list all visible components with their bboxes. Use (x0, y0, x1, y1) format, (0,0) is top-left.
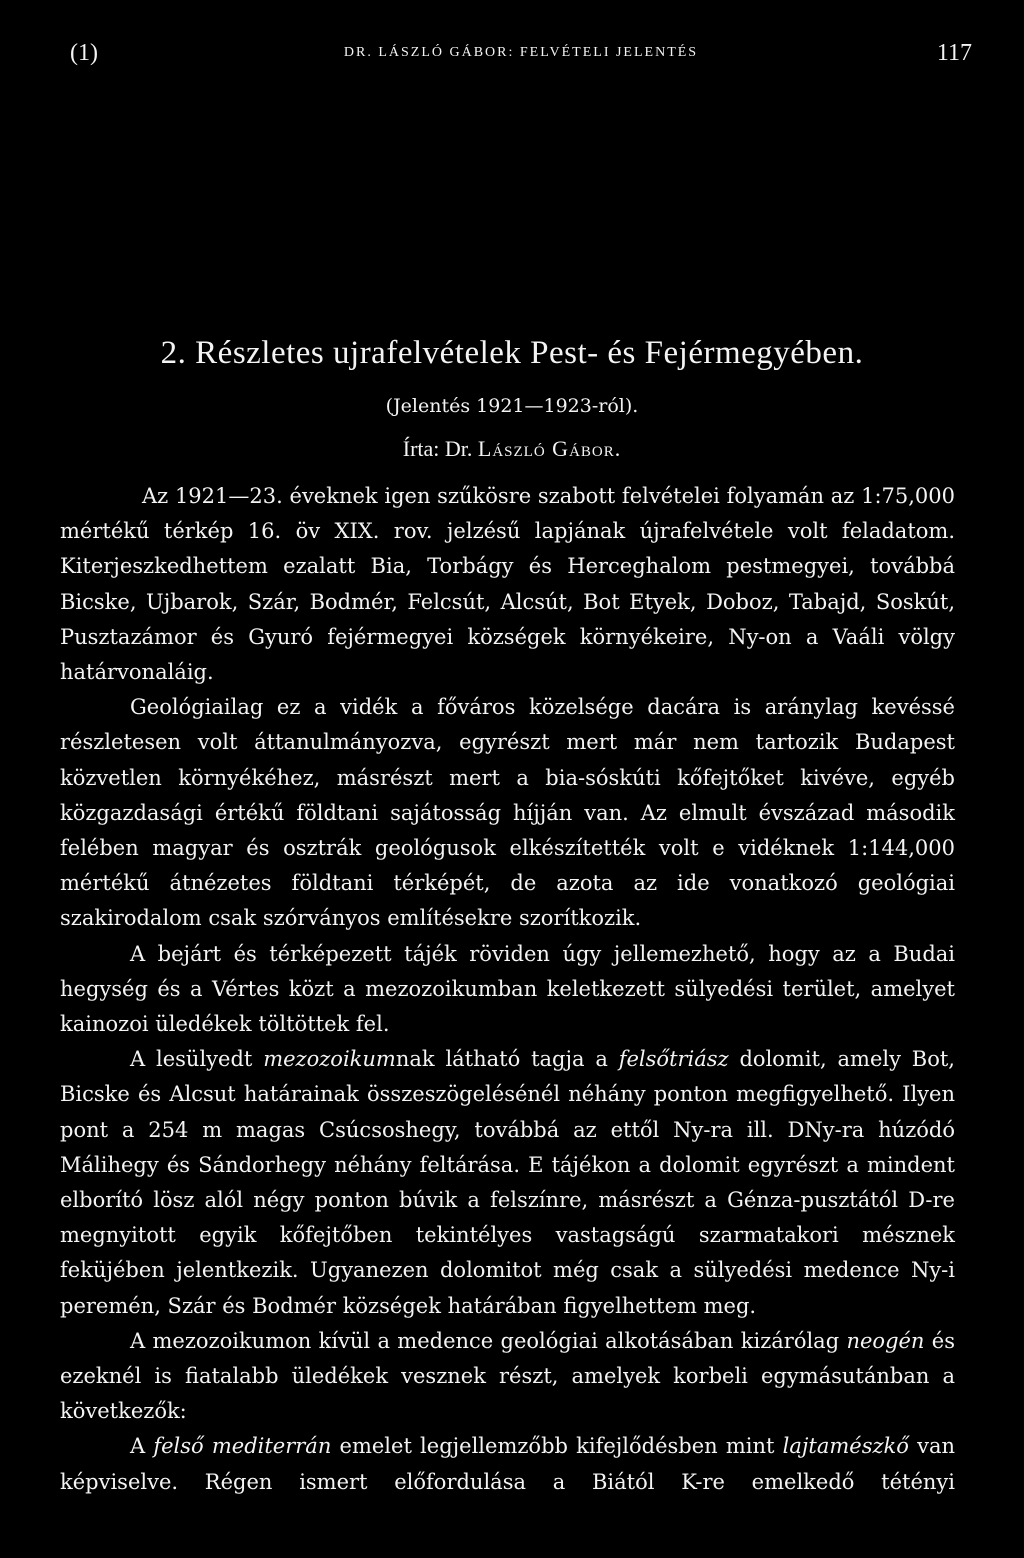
paragraph-text: A (130, 1434, 154, 1459)
paragraph-text: van képviselve. Régen ismert előfordulása a Biától K-re emelkedő tétényi (60, 1434, 955, 1494)
paragraph (60, 1324, 955, 1430)
paragraph (60, 937, 955, 1043)
paragraph-text: nak látható tagja a (395, 1047, 619, 1072)
italic-term: neogén (846, 1328, 925, 1353)
header-section-number: (1) (70, 40, 98, 66)
author-prefix: Írta: Dr. (402, 436, 473, 461)
header-running-title: DR. LÁSZLÓ GÁBOR: FELVÉTELI JELENTÉS (343, 45, 699, 60)
paragraph-text: és ezeknél is fiatalabb üledékek vesznek részt, amelyek korbeli egymásutánban a következők: (60, 1328, 955, 1424)
paragraph (60, 1429, 955, 1499)
running-header (70, 40, 972, 76)
author-name: László Gábor. (477, 436, 622, 461)
paragraph-text: A mezozoikumon kívül a medence geológiai alkotásában kizárólag (130, 1328, 847, 1353)
italic-term: felső mediterrán (153, 1434, 332, 1459)
paragraph-text: dolomit, amely Bot, Bicske és Alcsut határainak összeszögelésénél néhány ponton megfigyelhető. Ilyen pont a 254 m magas Csúcsoshegy, továbbá az ettől Ny-ra ill. DNy-ra húzódó Málihegy és Sándorhegy néhány feltárása. E tájékon a dolomit egyrészt a mindent elborító lösz alól négy ponton búvik a felszínre, másrészt a Génza-pusztától D-re megnyitott egyik kőfejtőben tekintélyes vastagságú szarmatakori mésznek feküjében jelentkezik. Ugyanezen dolomitot még csak a sülyedési medence Ny-i peremén, Szár és Bodmér községek határában figyelhettem meg. (60, 1047, 955, 1318)
paragraph (60, 479, 955, 690)
paragraph-text: Geológiailag ez a vidék a főváros közelsége dacára is aránylag kevéssé részletesen volt áttanulmányozva, egyrészt mert már nem tartozik Budapest közvetlen környékéhez, másrészt mert a bia-sóskúti kőfejtőket kivéve, egyéb közgazdasági értékű földtani sajátosság híjján van. Az elmult évszázad második felében magyar és osztrák geológusok elkészítették volt e vidéknek 1:144,000 mértékű átnézetes földtani térképét, de azota az ide vonatkozó geológiai szakirodalom csak szórványos említésekre szorítkozik. (60, 695, 955, 931)
paragraph-text: Az 1921—23. éveknek igen szűkösre szabott felvételei folyamán az 1:75,000 mértékű térkép 16. öv XIX. rov. jelzésű lapjának újrafelvétele volt feladatom. Kiterjeszkedhettem ezalatt Bia, Torbágy és Herceghalom pestmegyei, továbbá Bicske, Ujbarok, Szár, Bodmér, Felcsút, Alcsút, Bot Etyek, Doboz, Tabajd, Soskút, Pusztazámor és Gyuró fejérmegyei községek környékeire, Ny-on a Vaáli völgy határvonaláig. (60, 484, 955, 685)
header-page-number: 117 (936, 40, 972, 66)
italic-term: mezozoikum (263, 1047, 396, 1072)
paragraph-text: A bejárt és térképezett tájék röviden úgy jellemezhető, hogy az a Budai hegység és a Vértes közt a mezozoikumban keletkezett sülyedési terület, amelyet kainozoi üledékek töltöttek fel. (60, 941, 955, 1037)
body-text (60, 479, 955, 1500)
italic-term: felsőtriász (618, 1047, 729, 1072)
italic-term: lajtamészkő (782, 1434, 909, 1459)
paragraph (60, 690, 955, 936)
article-author (0, 436, 1024, 462)
paragraph (60, 1042, 955, 1324)
paragraph-text: emelet legjellemzőbb kifejlődésben mint (331, 1434, 783, 1459)
paragraph-text: A lesülyedt (130, 1047, 264, 1072)
article-subtitle: (Jelentés 1921—1923-ról). (385, 395, 639, 417)
article-title: 2. Részletes ujrafelvételek Pest- és Fejérmegyében. (160, 335, 864, 371)
